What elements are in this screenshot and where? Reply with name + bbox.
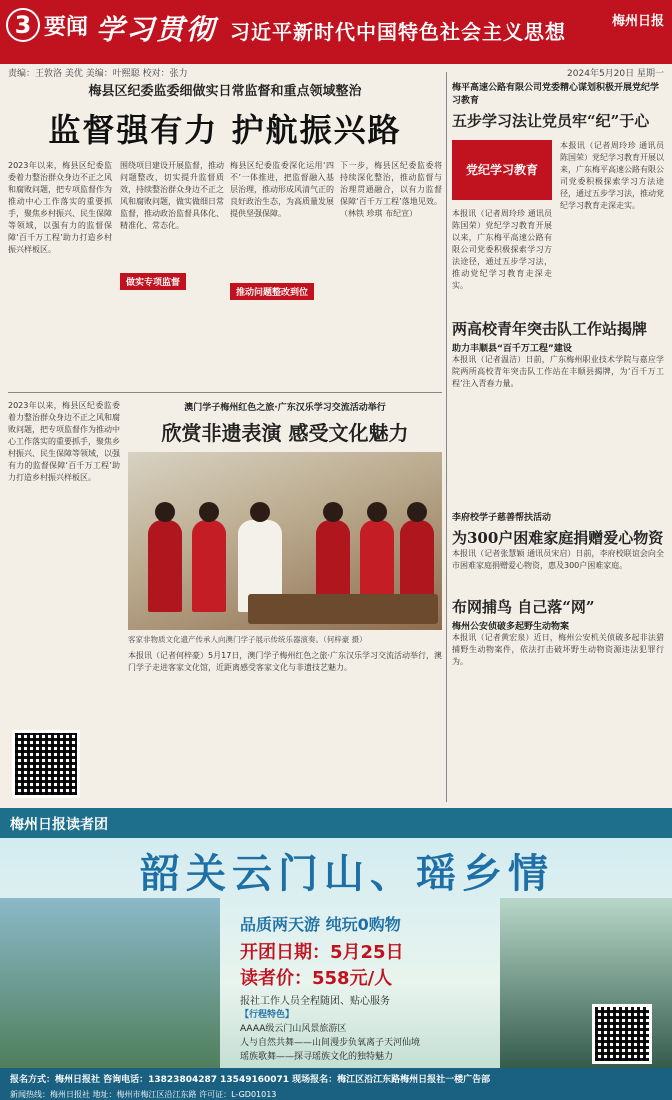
section-title: 要闻 [44,15,89,40]
story3-lead: 梅平高速公路有限公司党委精心谋划积极开展党纪学习教育 [452,83,660,106]
ad-date: 开团日期：5月25日 [240,942,404,963]
section-divider [8,392,442,393]
lead-subhead-1: 做实专项监督 [120,273,186,290]
story3-body: 本报讯（记者周玲珍 通讯员陈国荣）党纪学习教育开展以来，广东梅平高速公路有限公司党委积极探索学习方法途径，通过五步学习法，推动党纪学习教育走深走实。 [452,209,552,290]
masthead-logo: 梅州日报 [611,14,664,29]
side-story-body: 2023年以来，梅县区纪委监委着力整治群众身边不正之风和腐败问题，把专项监督作为推动中心工作落实的重要抓手，聚焦乡村振兴、民生保障等领域，以强有力的监督保障‘百千万工程’助力打造乡村振兴样板区。 [8,401,120,482]
lead-col-1: 2023年以来，梅县区纪委监委着力整治群众身边不正之风和腐败问题，把专项监督作为推动中心工作落实的重要抓手，聚焦乡村振兴、民生保障等领域，以强有力的监督保障‘百千万工程’助力打造乡村振兴样板区。 [8,161,112,254]
story5-title: 为300户困难家庭捐赠爱心物资 [452,529,664,547]
lead-kicker: 梅县区纪委监委细做实日常监督和重点领域整治 [88,84,362,99]
story6-sub: 梅州公安侦破多起野生动物案 [452,622,570,632]
story2-kicker: 澳门学子梅州红色之旅·广东汉乐学习交流活动举行 [184,403,386,413]
lead-title: 监督强有力 护航振兴路 [48,111,402,149]
ad-qr-code [592,1004,652,1064]
story3-title: 五步学习法让党员牢“纪”于心 [452,112,650,130]
story4-body: 本报讯（记者温洁）日前，广东梅州职业技术学院与嘉应学院两所高校青年突击队工作站在丰顺县揭牌，为‘百千万工程’注入青春力量。 [452,355,664,388]
story4-title: 两高校青年突击队工作站揭牌 [452,320,648,338]
ad-contact-bar [0,1068,672,1100]
story2-caption: 客家非物质文化遗产传承人向澳门学子展示传统乐器演奏。（何梓豪 摄） [128,635,367,644]
page-number: 3 [6,8,40,42]
column-rule [446,72,447,802]
story-2 [128,400,442,446]
story5-kicker: 李府校学子慈善帮扶活动 [452,513,552,523]
ad-price: 读者价：558元/人 [240,968,393,989]
story5-body: 本报讯（记者张慧颖 通讯员宋启）日前，李府校联谊会向全市困难家庭捐赠爱心物资，惠及300户困难家庭。 [452,549,664,570]
column-title: 学习贯彻 [96,13,217,46]
ad-itinerary [240,1008,490,1064]
story-3 [452,80,664,131]
editor-credits: 责编：王敦洛 美优 美编：叶熙聪 校对：张力 [8,69,188,79]
ad-slogan: 品质两天游 纯玩0购物 [240,915,401,934]
lead-col-3: 梅县区纪委监委深化运用‘四不’一体推进，把监督融入基层治理，推动形成风清气正的良好政治生态，为高质量发展提供坚强保障。 [230,161,334,218]
ad-brand: 梅州日报读者团 [10,817,108,833]
ad-banner [0,808,672,838]
itinerary-title: 【行程特色】 [240,1010,295,1020]
story2-title: 欣赏非遗表演 感受文化魅力 [161,421,409,445]
travel-ad [0,808,672,1100]
header-rule [0,62,672,64]
story6-title: 布网捕鸟 自己落“网” [452,598,595,616]
story2-body: 本报讯（记者何梓豪）5月17日，澳门学子梅州红色之旅·广东汉乐学习交流活动举行，澳门学子走进客家文化馆，近距离感受客家文化与非遗技艺魅力。 [128,651,442,672]
story-5 [452,510,664,548]
story-4 [452,318,664,354]
lead-col-2: 围绕项目建设开展监督，推动问题整改，切实提升监督质效，持续整治群众身边不正之风和腐败问题，做实做细日常监督，推动政治监督具体化、精准化、常态化。 [120,161,224,230]
ad-mountain-photo [0,898,220,1068]
story2-photo [128,452,442,630]
qr-code [12,730,80,798]
lead-subhead-2: 推动问题整改到位 [230,283,314,300]
issue-date: 2024年5月20日 星期一 [567,69,664,79]
lead-col-3-wrap [230,160,334,300]
page-header [0,0,672,62]
lead-article [8,80,442,151]
footer-text: 新闻热线：梅州日报社 地址：梅州市梅江区沿江东路 许可证：L-GD01013 [10,1090,277,1099]
lead-col-4: 下一步，梅县区纪委监委将持续深化整治，推动监督与治理贯通融合，以有力监督保障‘百千万工程’落地见效。（林铁 珍琪 布纪宣） [340,161,442,218]
story3-body-2: 本报讯（记者周玲珍 通讯员陈国荣）党纪学习教育开展以来，广东梅平高速公路有限公司党委积极探索学习方法途径，通过五步学习法，推动党纪学习教育走深走实。 [560,141,664,210]
ad-contact: 报名方式：梅州日报社 咨询电话：13823804287 13549160071 现场报名：梅江区沿江东路梅州日报社一楼广告部 [10,1075,491,1085]
column-subtitle: 习近平新时代中国特色社会主义思想 [230,20,566,44]
story-6 [452,596,664,632]
itinerary-item: 瑶族歌舞——探寻瑶族文化的独特魅力 [240,1052,394,1062]
ad-note: 报社工作人员全程随团、贴心服务 [240,996,390,1007]
itinerary-item: AAAA级云门山风景旅游区 [240,1024,347,1034]
story3-badge: 党纪学习教育 [452,140,552,200]
story4-sub: 助力丰顺县“百千万工程”建设 [452,344,572,354]
story6-body: 本报讯（记者黄宏泉）近日，梅州公安机关侦破多起非法猎捕野生动物案件，依法打击破坏野生动物资源违法犯罪行为。 [452,633,664,666]
itinerary-item: 人与自然共舞——山间漫步负氧离子天河仙境 [240,1038,421,1048]
ad-headline: 韶关云门山、瑶乡情 [140,850,554,897]
lead-col-2-wrap [120,160,224,290]
